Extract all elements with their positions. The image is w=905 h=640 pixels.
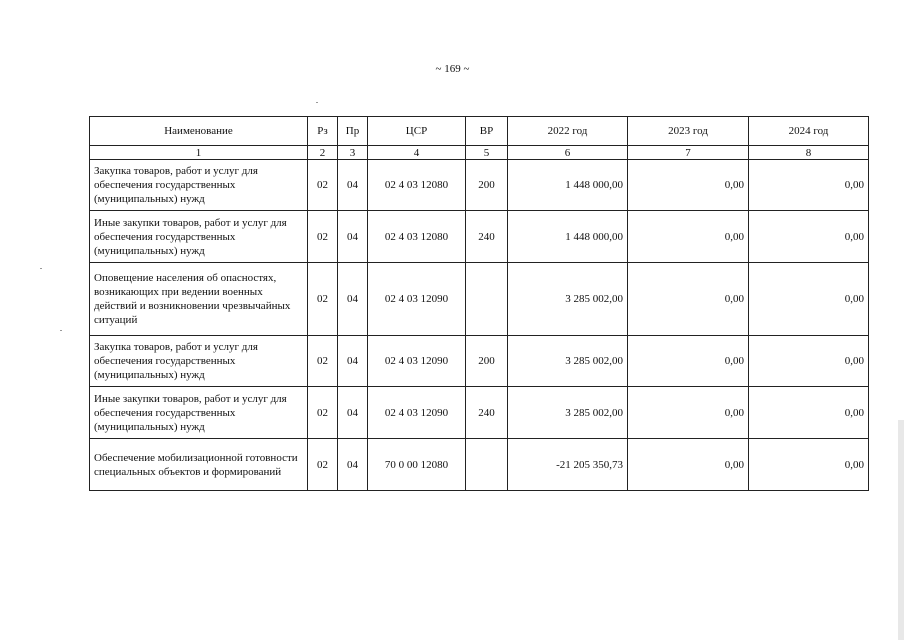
row-name: Иные закупки товаров, работ и услуг для обеспечения государственных (муниципальных) нужд (90, 387, 308, 439)
column-number: 8 (749, 146, 869, 160)
row-name: Закупка товаров, работ и услуг для обеспечения государственных (муниципальных) нужд (90, 336, 308, 387)
column-number: 4 (368, 146, 466, 160)
row-csr: 02 4 03 12080 (368, 160, 466, 211)
row-name: Закупка товаров, работ и услуг для обеспечения государственных (муниципальных) нужд (90, 160, 308, 211)
row-vr (466, 263, 508, 336)
row-csr: 02 4 03 12090 (368, 387, 466, 439)
table-row (90, 263, 869, 336)
row-2024: 0,00 (749, 211, 869, 263)
row-name: Иные закупки товаров, работ и услуг для обеспечения государственных (муниципальных) нужд (90, 211, 308, 263)
table-row (90, 336, 869, 387)
row-rz: 02 (308, 439, 338, 491)
row-csr: 02 4 03 12090 (368, 336, 466, 387)
row-rz: 02 (308, 160, 338, 211)
row-2022: 3 285 002,00 (508, 387, 628, 439)
column-number-row (90, 146, 869, 160)
row-2023: 0,00 (628, 336, 749, 387)
row-2024: 0,00 (749, 263, 869, 336)
row-csr: 02 4 03 12090 (368, 263, 466, 336)
row-vr (466, 439, 508, 491)
header-2022: 2022 год (508, 117, 628, 146)
row-2022: -21 205 350,73 (508, 439, 628, 491)
row-2024: 0,00 (749, 387, 869, 439)
row-name: Обеспечение мобилизационной готовности специальных объектов и формирований (90, 439, 308, 491)
row-vr: 200 (466, 336, 508, 387)
header-vr: ВР (466, 117, 508, 146)
row-pr: 04 (338, 387, 368, 439)
column-number: 3 (338, 146, 368, 160)
row-rz: 02 (308, 211, 338, 263)
table-row (90, 439, 869, 491)
row-2022: 1 448 000,00 (508, 160, 628, 211)
row-2024: 0,00 (749, 160, 869, 211)
header-pr: Пр (338, 117, 368, 146)
page-number: ~ 169 ~ (435, 63, 470, 75)
row-csr: 02 4 03 12080 (368, 211, 466, 263)
row-pr: 04 (338, 439, 368, 491)
table-row (90, 160, 869, 211)
row-pr: 04 (338, 336, 368, 387)
row-2022: 3 285 002,00 (508, 336, 628, 387)
row-name: Оповещение населения об опасностях, возникающих при ведении военных действий и возникновении чрезвычайных ситуаций (90, 263, 308, 336)
header-rz: Рз (308, 117, 338, 146)
column-number: 1 (90, 146, 308, 160)
header-2023: 2023 год (628, 117, 749, 146)
row-pr: 04 (338, 160, 368, 211)
scan-speck (40, 268, 42, 269)
row-rz: 02 (308, 336, 338, 387)
row-2023: 0,00 (628, 160, 749, 211)
row-rz: 02 (308, 263, 338, 336)
row-pr: 04 (338, 263, 368, 336)
row-2023: 0,00 (628, 387, 749, 439)
row-vr: 240 (466, 387, 508, 439)
scan-speck (60, 330, 62, 331)
row-2022: 1 448 000,00 (508, 211, 628, 263)
header-2024: 2024 год (749, 117, 869, 146)
row-vr: 200 (466, 160, 508, 211)
table-row (90, 211, 869, 263)
column-number: 6 (508, 146, 628, 160)
row-pr: 04 (338, 211, 368, 263)
column-number: 2 (308, 146, 338, 160)
column-number: 5 (466, 146, 508, 160)
row-2024: 0,00 (749, 336, 869, 387)
header-csr: ЦСР (368, 117, 466, 146)
column-number: 7 (628, 146, 749, 160)
row-2023: 0,00 (628, 439, 749, 491)
scan-edge-shadow (898, 420, 904, 640)
budget-table (89, 116, 869, 491)
row-rz: 02 (308, 387, 338, 439)
row-csr: 70 0 00 12080 (368, 439, 466, 491)
scan-speck (316, 102, 318, 103)
row-2023: 0,00 (628, 263, 749, 336)
row-vr: 240 (466, 211, 508, 263)
header-name: Наименование (90, 117, 308, 146)
header-row (90, 117, 869, 146)
row-2022: 3 285 002,00 (508, 263, 628, 336)
row-2023: 0,00 (628, 211, 749, 263)
table-row (90, 387, 869, 439)
row-2024: 0,00 (749, 439, 869, 491)
